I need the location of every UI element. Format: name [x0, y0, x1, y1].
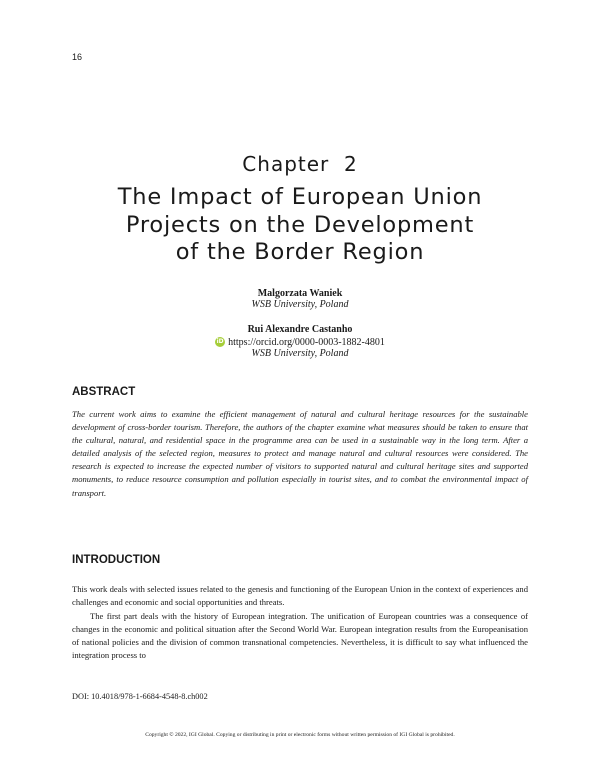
copyright-notice: Copyright © 2022, IGI Global. Copying or distributing in print or electronic forms without written permission of IGI Global is prohibited. — [145, 732, 455, 738]
chapter-title-line: The Impact of European Union — [117, 184, 483, 210]
chapter-title-line: Projects on the Development — [125, 211, 475, 238]
abstract-text: The current work aims to examine the efficient management of natural and cultural heritage resources for the sustainable development of cross-border tourism. Therefore, the authors of the chapter examine what measures should be taken to ensure that the cultural, natural, and residential space in the programme area can be used in a sustainable way in the long term. After a detailed analysis of the selected region, measures to protect and manage natural and cultural resources were considered. The research is expected to increase the expected number of visitors to supported natural and cultural heritage sites and supported monuments, to reduce resource consumption and pollution especially in tourist sites, and to combat the environmental impact of transport. — [72, 409, 528, 498]
page-number: 16 — [72, 52, 83, 62]
author-affiliation: WSB University, Poland — [251, 347, 349, 359]
chapter-title — [60, 184, 540, 267]
author-name: Rui Alexandre Castanho — [247, 324, 353, 335]
introduction-body — [72, 583, 528, 663]
paragraph: This work deals with selected issues related to the genesis and functioning of the European Union in the context of experiences and challenges and economic and social opportunities and threats. — [72, 584, 528, 608]
paragraph: The first part deals with the history of European integration. The unification of European countries was a consequence of changes in the economic and political situation after the Second World War. European integration results from the Europeanisation of national policies and the division of common transnational competencies. Nevertheless, it is difficult to say what influenced the integration process to — [72, 610, 528, 661]
introduction-heading: INTRODUCTION — [72, 554, 161, 566]
doi[interactable]: DOI: 10.4018/978-1-6684-4548-8.ch002 — [72, 692, 208, 701]
abstract-heading: ABSTRACT — [72, 386, 136, 398]
orcid-icon: iD — [216, 338, 224, 345]
orcid-link[interactable]: https://orcid.org/0000-0003-1882-4801 — [228, 336, 385, 348]
author-block — [0, 288, 600, 310]
chapter-title-line: of the Border Region — [175, 239, 425, 265]
author-name: Malgorzata Waniek — [257, 288, 343, 299]
chapter-label: Chapter 2 — [242, 152, 358, 176]
author-affiliation: WSB University, Poland — [251, 299, 349, 310]
orcid-row — [215, 337, 385, 348]
author-block — [0, 324, 600, 359]
